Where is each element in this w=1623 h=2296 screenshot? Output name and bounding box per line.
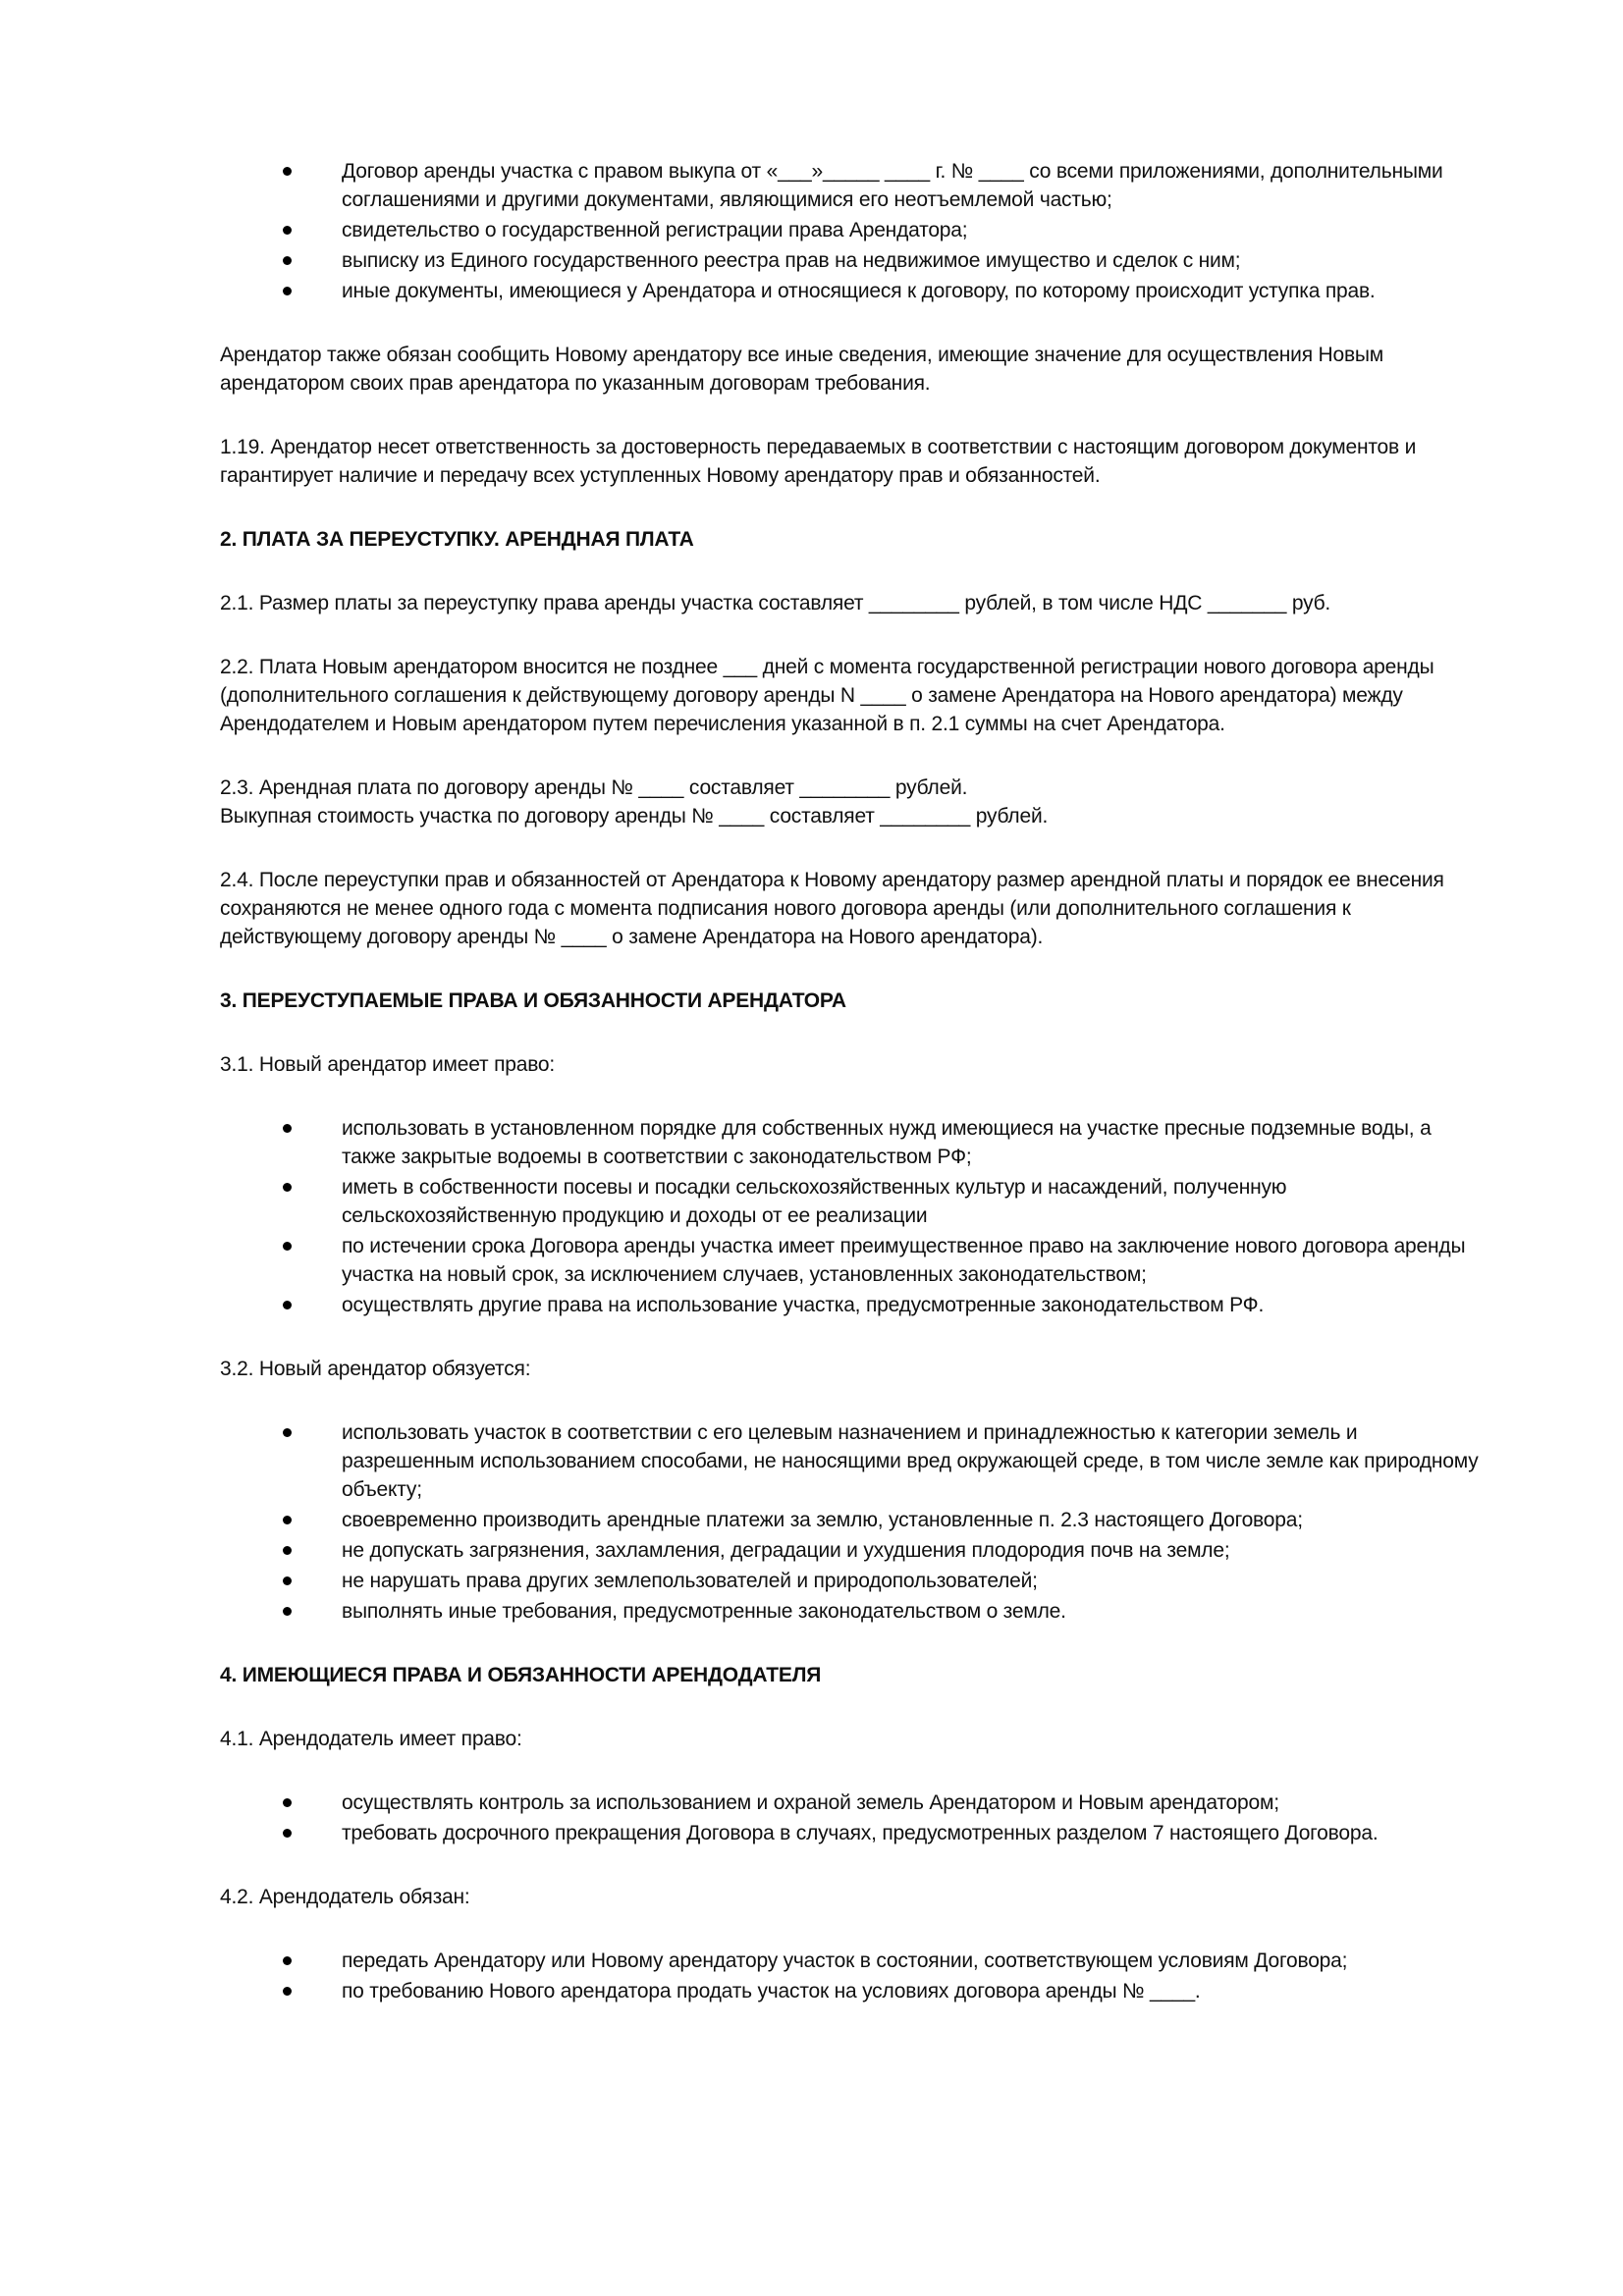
bullet-icon (283, 1546, 292, 1555)
list-item-text: иметь в собственности посевы и посадки сельскохозяйственных культур и насаждений, полученную сельскохозяйственную продукцию и доходы от ее реализации (342, 1176, 1287, 1227)
bullet-icon (283, 1301, 292, 1309)
list-item-text: требовать досрочного прекращения Договора в случаях, предусмотренных разделом 7 настоящего Договора. (342, 1822, 1379, 1844)
bullet-icon (283, 1607, 292, 1616)
landlord-obligations-list (220, 1947, 1488, 2005)
list-item-text: по истечении срока Договора аренды участка имеет преимущественное право на заключение нового договора аренды участка на новый срок, за исключением случаев, установленных законодательством; (342, 1235, 1466, 1286)
bullet-icon (283, 1798, 292, 1807)
list-item-text: выполнять иные требования, предусмотренные законодательством о земле. (342, 1600, 1066, 1623)
list-item (220, 1114, 1488, 1171)
paragraph-4-1: 4.1. Арендодатель имеет право: (220, 1728, 522, 1750)
list-item (220, 1291, 1488, 1319)
paragraph-2-4: 2.4. После переуступки прав и обязанностей от Арендатора к Новому арендатору размер арендной платы и порядок ее внесения сохраняются не менее одного года с момента подписания нового договора аренды (или дополнительного соглашения к действующему договору аренды № ____ о замене Арендатора на Нового арендатора). (220, 869, 1444, 948)
list-item (220, 1418, 1488, 1504)
list-item (220, 1567, 1488, 1595)
paragraph-1-19: 1.19. Арендатор несет ответственность за достоверность передаваемых в соответствии с настоящим договором документов и гарантирует наличие и передачу всех уступленных Новому арендатору прав и обязанностей. (220, 436, 1417, 487)
intro-bullet-list (220, 157, 1488, 305)
bullet-icon (283, 1242, 292, 1251)
section-3-heading: 3. ПЕРЕУСТУПАЕМЫЕ ПРАВА И ОБЯЗАННОСТИ АРЕНДАТОРА (220, 989, 846, 1012)
paragraph-2-3-line1: 2.3. Арендная плата по договору аренды № ____ составляет ________ рублей. (220, 776, 968, 799)
bullet-icon (283, 1956, 292, 1965)
paragraph-2-1: 2.1. Размер платы за переуступку права аренды участка составляет ________ рублей, в том числе НДС _______ руб. (220, 592, 1331, 614)
list-item (220, 1977, 1488, 2005)
list-item (220, 1819, 1488, 1847)
list-item-text: Договор аренды участка с правом выкупа от «___»_____ ____ г. № ____ со всеми приложениями, дополнительными соглашениями и другими документами, являющимися его неотъемлемой частью; (342, 160, 1443, 211)
list-item-text: осуществлять контроль за использованием и охраной земель Арендатором и Новым арендатором; (342, 1791, 1279, 1814)
bullet-icon (283, 1516, 292, 1524)
paragraph-3-1: 3.1. Новый арендатор имеет право: (220, 1053, 556, 1076)
list-item-text: не нарушать права других землепользователей и природопользователей; (342, 1570, 1038, 1592)
list-item-text: иные документы, имеющиеся у Арендатора и относящиеся к договору, по которому происходит уступка прав. (342, 280, 1376, 302)
list-item-text: использовать в установленном порядке для собственных нужд имеющиеся на участке пресные подземные воды, а также закрытые водоемы в соответствии с законодательством РФ; (342, 1117, 1432, 1168)
bullet-icon (283, 1987, 292, 1996)
tenant-obligations-list (220, 1418, 1488, 1626)
list-item (220, 277, 1488, 305)
list-item (220, 1789, 1488, 1817)
list-item (220, 1597, 1488, 1626)
landlord-rights-list (220, 1789, 1488, 1847)
list-item-text: осуществлять другие права на использование участка, предусмотренные законодательством РФ. (342, 1294, 1265, 1316)
paragraph-4-2: 4.2. Арендодатель обязан: (220, 1886, 470, 1908)
list-item (220, 1173, 1488, 1230)
list-item (220, 216, 1488, 244)
bullet-icon (283, 1183, 292, 1192)
list-item-text: не допускать загрязнения, захламления, деградации и ухудшения плодородия почв на земле; (342, 1539, 1230, 1562)
list-item-text: по требованию Нового арендатора продать участок на условиях договора аренды № ____. (342, 1980, 1201, 2002)
list-item-text: использовать участок в соответствии с его целевым назначением и принадлежностью к категории земель и разрешенным использованием способами, не наносящими вред окружающей среде, в том числе земле как природному объекту; (342, 1421, 1479, 1501)
paragraph-obligation: Арендатор также обязан сообщить Новому арендатору все иные сведения, имеющие значение для осуществления Новым арендатором своих прав арендатора по указанным договорам требования. (220, 344, 1384, 395)
bullet-icon (283, 287, 292, 295)
list-item-text: выписку из Единого государственного реестра прав на недвижимое имущество и сделок с ним; (342, 249, 1241, 272)
paragraph-3-2: 3.2. Новый арендатор обязуется: (220, 1358, 531, 1380)
list-item (220, 1536, 1488, 1565)
section-4-heading: 4. ИМЕЮЩИЕСЯ ПРАВА И ОБЯЗАННОСТИ АРЕНДОДАТЕЛЯ (220, 1664, 822, 1686)
list-item-text: свидетельство о государственной регистрации права Арендатора; (342, 219, 968, 241)
list-item (220, 1947, 1488, 1975)
list-item-text: передать Арендатору или Новому арендатору участок в состоянии, соответствующем условиям Договора; (342, 1949, 1348, 1972)
bullet-icon (283, 1829, 292, 1838)
bullet-icon (283, 1428, 292, 1437)
bullet-icon (283, 1576, 292, 1585)
paragraph-2-3-line2: Выкупная стоимость участка по договору аренды № ____ составляет ________ рублей. (220, 805, 1049, 828)
list-item (220, 246, 1488, 275)
bullet-icon (283, 256, 292, 265)
list-item (220, 1506, 1488, 1534)
bullet-icon (283, 226, 292, 235)
list-item (220, 157, 1488, 214)
paragraph-2-2: 2.2. Плата Новым арендатором вносится не позднее ___ дней с момента государственной регистрации нового договора аренды (дополнительного соглашения к действующему договору аренды N ____ о замене Арендатора на Нового арендатора) между Арендодателем и Новым арендатором путем перечисления указанной в п. 2.1 суммы на счет Арендатора. (220, 656, 1434, 735)
tenant-rights-list (220, 1114, 1488, 1319)
section-2-heading: 2. ПЛАТА ЗА ПЕРЕУСТУПКУ. АРЕНДНАЯ ПЛАТА (220, 528, 694, 551)
paragraph-2-3 (220, 774, 1488, 830)
list-item (220, 1232, 1488, 1289)
bullet-icon (283, 167, 292, 176)
list-item-text: своевременно производить арендные платежи за землю, установленные п. 2.3 настоящего Договора; (342, 1509, 1303, 1531)
bullet-icon (283, 1124, 292, 1133)
